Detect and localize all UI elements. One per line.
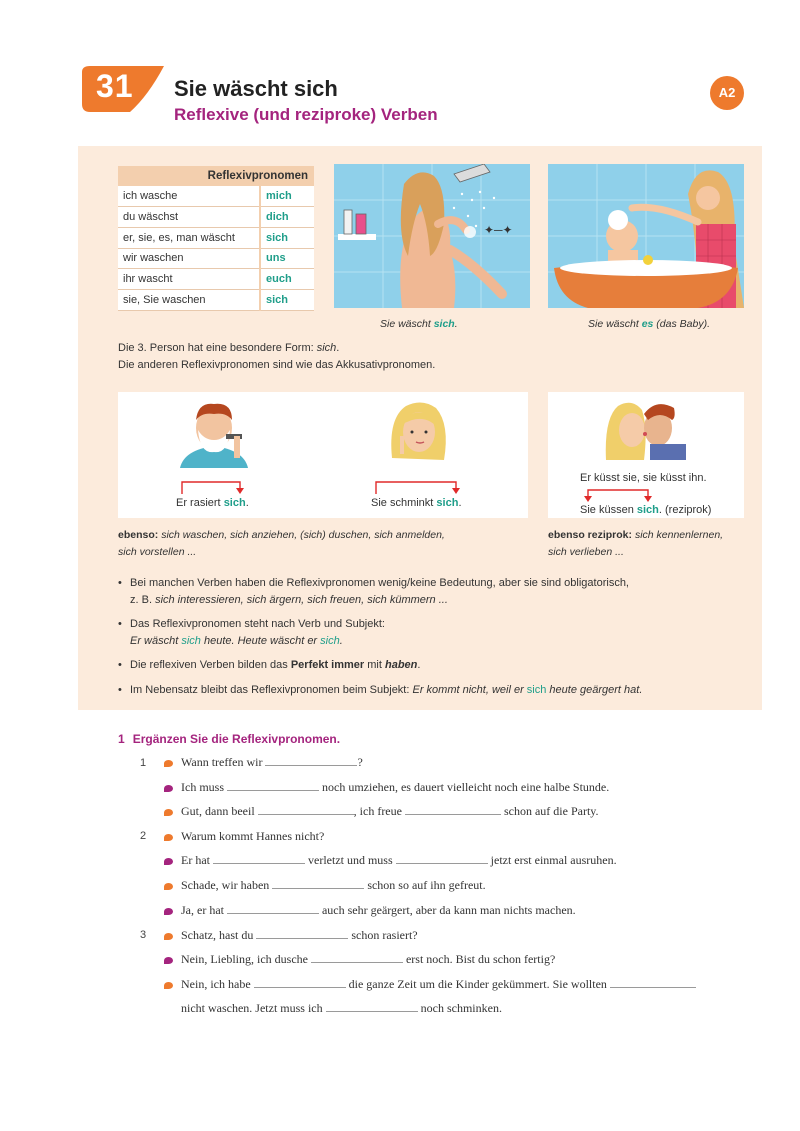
- table-header: Reflexivpronomen: [118, 166, 314, 186]
- shower-caption: Sie wäscht sich.: [380, 318, 458, 330]
- table-row: [118, 248, 314, 269]
- answer-blank[interactable]: [254, 977, 346, 988]
- table-verb: ich wasche: [118, 186, 260, 207]
- exercise-group-number: 1: [140, 757, 147, 769]
- kissing-couple-illustration: [604, 398, 688, 460]
- kiss-line-2: Sie küssen sich. (reziprok): [580, 504, 712, 516]
- table-verb: ihr wascht: [118, 269, 260, 290]
- table-pronoun: dich: [260, 207, 314, 228]
- table-verb: sie, Sie waschen: [118, 289, 260, 310]
- table-pronoun: mich: [260, 186, 314, 207]
- exercise-line: Schatz, hast du schon rasiert?: [164, 928, 418, 943]
- shave-arrow: [180, 478, 280, 496]
- exercise-line: Gut, dann beeil , ich freue schon auf die Party.: [164, 804, 599, 819]
- akkusativ-note: Die anderen Reflexivpronomen sind wie das Akkusativpronomen.: [118, 359, 436, 371]
- table-pronoun: uns: [260, 248, 314, 269]
- baby-caption: Sie wäscht es (das Baby).: [588, 318, 710, 330]
- rule-bullet-perfekt: • Die reflexiven Verben bilden das Perfekt immer mit haben.: [118, 659, 421, 671]
- makeup-example: Sie schminkt sich.: [371, 497, 462, 509]
- reflexive-pronoun-table: [118, 166, 314, 311]
- makeup-arrow: [374, 478, 474, 496]
- answer-blank[interactable]: [311, 952, 403, 963]
- table-row: [118, 227, 314, 248]
- speaker-orange-icon: [164, 933, 173, 940]
- exercise-line: Ja, er hat auch sehr geärgert, aber da kann man nichts machen.: [164, 903, 576, 918]
- answer-blank[interactable]: [256, 928, 348, 939]
- answer-blank[interactable]: [272, 878, 364, 889]
- third-person-note: Die 3. Person hat eine besondere Form: sich.: [118, 342, 340, 354]
- table-verb: wir waschen: [118, 248, 260, 269]
- table-verb: er, sie, es, man wäscht: [118, 227, 260, 248]
- exercise-line: Ich muss noch umziehen, es dauert vielleicht noch eine halbe Stunde.: [164, 780, 609, 795]
- page-title: Sie wäscht sich: [174, 76, 338, 101]
- reciprocal-arrows: [582, 486, 662, 502]
- shaving-man-illustration: [176, 398, 252, 468]
- table-row: [118, 186, 314, 207]
- speaker-orange-icon: [164, 883, 173, 890]
- speaker-purple-icon: [164, 957, 173, 964]
- speaker-purple-icon: [164, 858, 173, 865]
- svg-text:✦─✦: ✦─✦: [484, 223, 513, 237]
- rule-bullet-nebensatz: • Im Nebensatz bleibt das Reflexivpronomen beim Subjekt: Er kommt nicht, weil er sich heute geärgert hat.: [118, 684, 643, 696]
- exercise-heading: 1 Ergänzen Sie die Reflexivpronomen.: [118, 732, 341, 746]
- shave-example: Er rasiert sich.: [176, 497, 249, 509]
- answer-blank[interactable]: [213, 853, 305, 864]
- table-verb: du wäschst: [118, 207, 260, 228]
- exercise-line: Nein, Liebling, ich dusche erst noch. Bist du schon fertig?: [164, 952, 555, 967]
- makeup-woman-illustration: [386, 398, 450, 464]
- table-pronoun: euch: [260, 269, 314, 290]
- page-subtitle: Reflexive (und reziproke) Verben: [174, 105, 438, 124]
- baby-bath-illustration: [548, 164, 744, 308]
- table-pronoun: sich: [260, 289, 314, 310]
- exercise-line: Warum kommt Hannes nicht?: [164, 829, 324, 844]
- table-pronoun: sich: [260, 227, 314, 248]
- chapter-number: 31: [96, 68, 134, 104]
- table-row: [118, 207, 314, 228]
- shower-illustration: [334, 164, 530, 308]
- exercise-group-number: 2: [140, 830, 147, 842]
- answer-blank[interactable]: [405, 804, 501, 815]
- table-row: [118, 269, 314, 290]
- speaker-orange-icon: [164, 982, 173, 989]
- table-row: [118, 289, 314, 310]
- answer-blank[interactable]: [227, 780, 319, 791]
- answer-blank[interactable]: [227, 903, 319, 914]
- ebenso-reciprocal-list: ebenso reziprok: sich kennenlernen, sich verlieben ...: [548, 529, 724, 558]
- answer-blank[interactable]: [265, 755, 357, 766]
- answer-blank[interactable]: [258, 804, 354, 815]
- exercise-line: Nein, ich habe die ganze Zeit um die Kinder gekümmert. Sie wollten: [164, 977, 696, 992]
- speaker-orange-icon: [164, 760, 173, 767]
- exercise-line: nicht waschen. Jetzt muss ich noch schminken.: [181, 1001, 502, 1015]
- exercise-line: Er hat verletzt und muss jetzt erst einmal ausruhen.: [164, 853, 617, 868]
- answer-blank[interactable]: [610, 977, 696, 988]
- level-badge: A2: [710, 76, 744, 110]
- kiss-line-1: Er küsst sie, sie küsst ihn.: [580, 472, 707, 484]
- rule-bullet-obligatory: • Bei manchen Verben haben die Reflexivpronomen wenig/keine Bedeutung, aber sie sind obligatorisch, z. B. sich interessieren, sich ärgern, sich freuen, sich kümmern ...: [118, 577, 629, 606]
- exercise-line: Schade, wir haben schon so auf ihn gefreut.: [164, 878, 486, 893]
- exercise-line: Wann treffen wir ?: [164, 755, 363, 770]
- speaker-purple-icon: [164, 785, 173, 792]
- speaker-orange-icon: [164, 834, 173, 841]
- ebenso-reflexive-list: ebenso: sich waschen, sich anziehen, (sich) duschen, sich anmelden, sich vorstellen ...: [118, 529, 445, 558]
- speaker-purple-icon: [164, 908, 173, 915]
- answer-blank[interactable]: [396, 853, 488, 864]
- rule-bullet-position: • Das Reflexivpronomen steht nach Verb und Subjekt: Er wäscht sich heute. Heute wäscht er sich.: [118, 618, 385, 647]
- exercise-group-number: 3: [140, 929, 147, 941]
- answer-blank[interactable]: [326, 1001, 418, 1012]
- speaker-orange-icon: [164, 809, 173, 816]
